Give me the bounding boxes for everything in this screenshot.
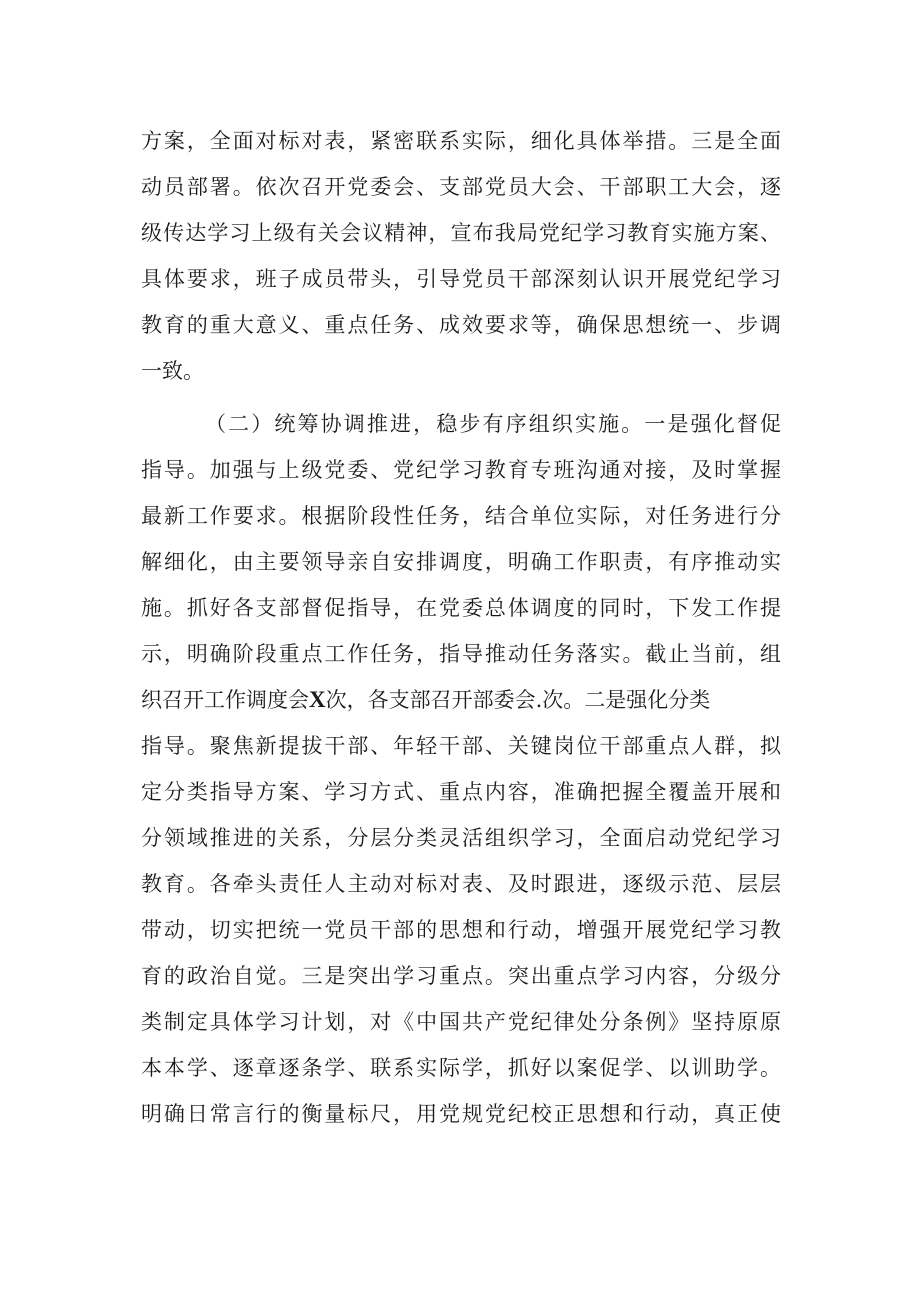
body-line: 育的政治自觉。三是突出学习重点。突出重点学习内容，分级分	[141, 964, 781, 988]
body-line: 分领域推进的关系，分层分类灵活组织学习，全面启动党纪学习	[141, 826, 781, 850]
body-line: 教育的重大意义、重点任务、成效要求等，确保思想统一、步调	[141, 313, 781, 337]
body-text-segment: 织召开工作调度会	[141, 688, 309, 712]
body-line: 类制定具体学习计划，对《中国共产党纪律处分条例》坚持原原	[141, 1010, 781, 1034]
body-line-mixed	[141, 677, 710, 723]
body-line: 级传达学习上级有关会议精神，宣布我局党纪学习教育实施方案、	[141, 221, 781, 245]
body-line: 本本学、逐章逐条学、联系实际学，抓好以案促学、以训助学。	[141, 1056, 781, 1080]
body-line: 明确日常言行的衡量标尺，用党规党纪校正思想和行动，真正使	[141, 1102, 781, 1126]
body-line: 指导。聚焦新提拔干部、年轻干部、关键岗位干部重点人群，拟	[141, 734, 781, 758]
body-line: 动员部署。依次召开党委会、支部党员大会、干部职工大会，逐	[141, 175, 781, 199]
body-line: 定分类指导方案、学习方式、重点内容，准确把握全覆盖开展和	[141, 780, 781, 804]
body-line: 带动，切实把统一党员干部的思想和行动，增强开展党纪学习教	[141, 918, 781, 942]
section-heading-line: （二）统筹协调推进，稳步有序组织实施。一是强化督促	[205, 412, 781, 436]
body-line: 施。抓好各支部督促指导，在党委总体调度的同时，下发工作提	[141, 596, 781, 620]
placeholder-x: X	[309, 687, 326, 712]
body-line: 示，明确阶段重点工作任务，指导推动任务落实。截止当前，组	[141, 642, 781, 666]
body-line: 方案，全面对标对表，紧密联系实际，细化具体举措。三是全面	[141, 129, 781, 153]
body-line: 一致。	[141, 359, 204, 383]
body-line: 教育。各牵头责任人主动对标对表、及时跟进，逐级示范、层层	[141, 872, 781, 896]
body-line: 具体要求，班子成员带头，引导党员干部深刻认识开展党纪学习	[141, 267, 781, 291]
body-text-segment: 次，各支部召开部委会.次。二是强化分类	[325, 688, 711, 712]
body-line: 解细化，由主要领导亲自安排调度，明确工作职责，有序推动实	[141, 550, 781, 574]
body-line: 最新工作要求。根据阶段性任务，结合单位实际，对任务进行分	[141, 504, 781, 528]
body-line: 指导。加强与上级党委、党纪学习教育专班沟通对接，及时掌握	[141, 458, 781, 482]
